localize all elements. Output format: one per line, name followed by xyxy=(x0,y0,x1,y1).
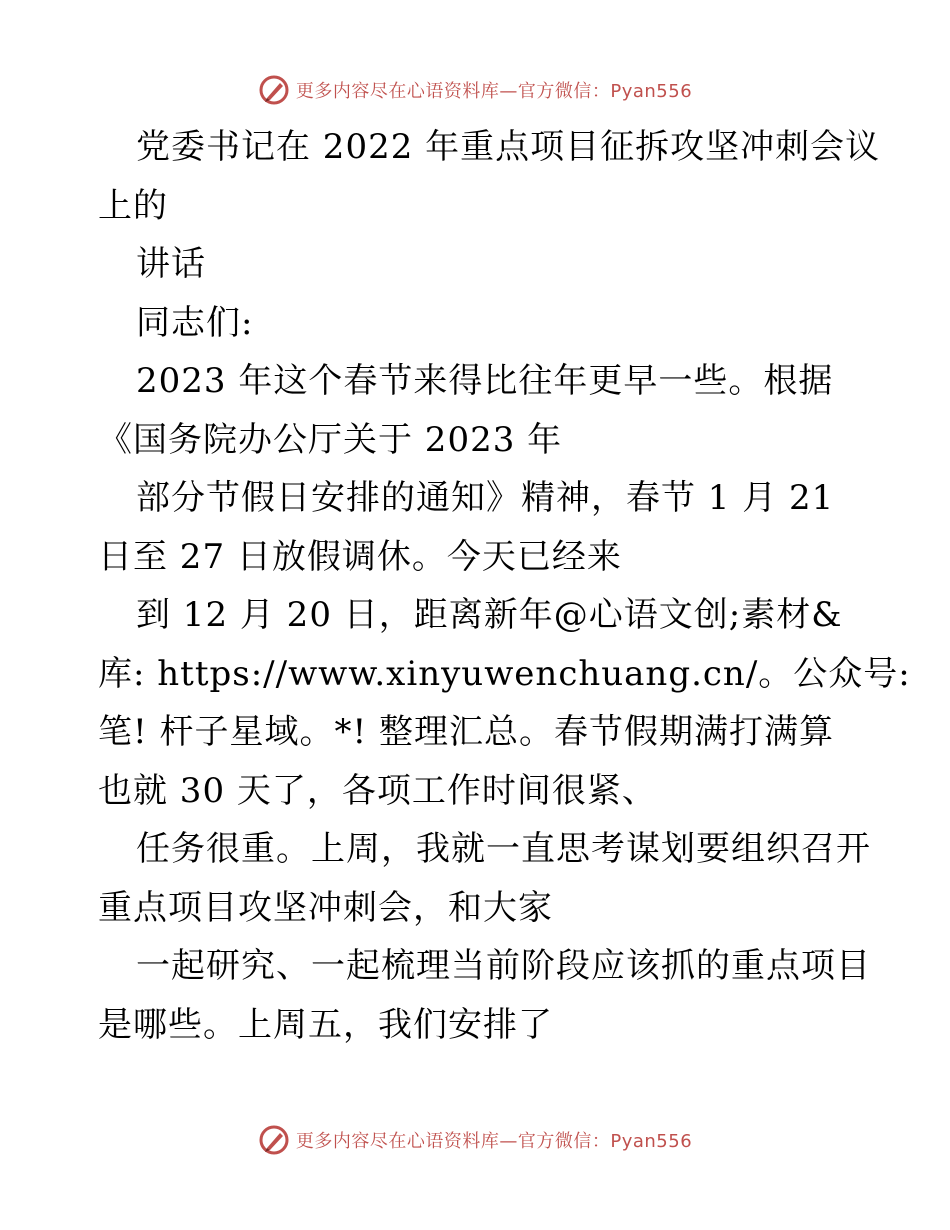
document-line: 到 12 月 20 日，距离新年@心语文创;素材& xyxy=(136,595,843,635)
document-line: 重点项目攻坚冲刺会，和大家 xyxy=(98,887,553,928)
quill-pen-logo-icon xyxy=(258,74,290,106)
document-line: 库: https://www.xinyuwenchuang.cn/。公众号: xyxy=(98,653,911,694)
document-line: 部分节假日安排的通知》精神，春节 1 月 21 xyxy=(136,478,835,518)
document-line: 《国务院办公厅关于 2023 年 xyxy=(98,419,563,460)
document-line: 一起研究、一起梳理当前阶段应该抓的重点项目 xyxy=(136,946,871,986)
document-body xyxy=(98,118,911,1054)
document-line: 日至 27 日放假调休。今天已经来 xyxy=(98,536,622,577)
document-line: 党委书记在 2022 年重点项目征拆攻坚冲刺会议 xyxy=(136,127,881,167)
document-line: 也就 30 天了，各项工作时间很紧、 xyxy=(98,770,657,811)
header-banner-text: 更多内容尽在心语资料库—官方微信：Pyan556 xyxy=(295,81,693,102)
document-line: 任务很重。上周，我就一直思考谋划要组织召开 xyxy=(136,829,871,869)
document-line: 2023 年这个春节来得比往年更早一些。根据 xyxy=(136,361,834,401)
document-line: 同志们: xyxy=(136,302,254,343)
header-banner xyxy=(0,70,950,110)
document-line: 上的 xyxy=(98,185,168,226)
document-line: 讲话 xyxy=(136,244,206,284)
document-line: 笔! 杆子星域。*! 整理汇总。春节假期满打满算 xyxy=(98,712,834,752)
footer-banner xyxy=(0,1120,950,1160)
footer-banner-text: 更多内容尽在心语资料库—官方微信：Pyan556 xyxy=(295,1131,693,1152)
quill-pen-logo-icon xyxy=(258,1124,290,1156)
document-line: 是哪些。上周五，我们安排了 xyxy=(98,1004,553,1045)
